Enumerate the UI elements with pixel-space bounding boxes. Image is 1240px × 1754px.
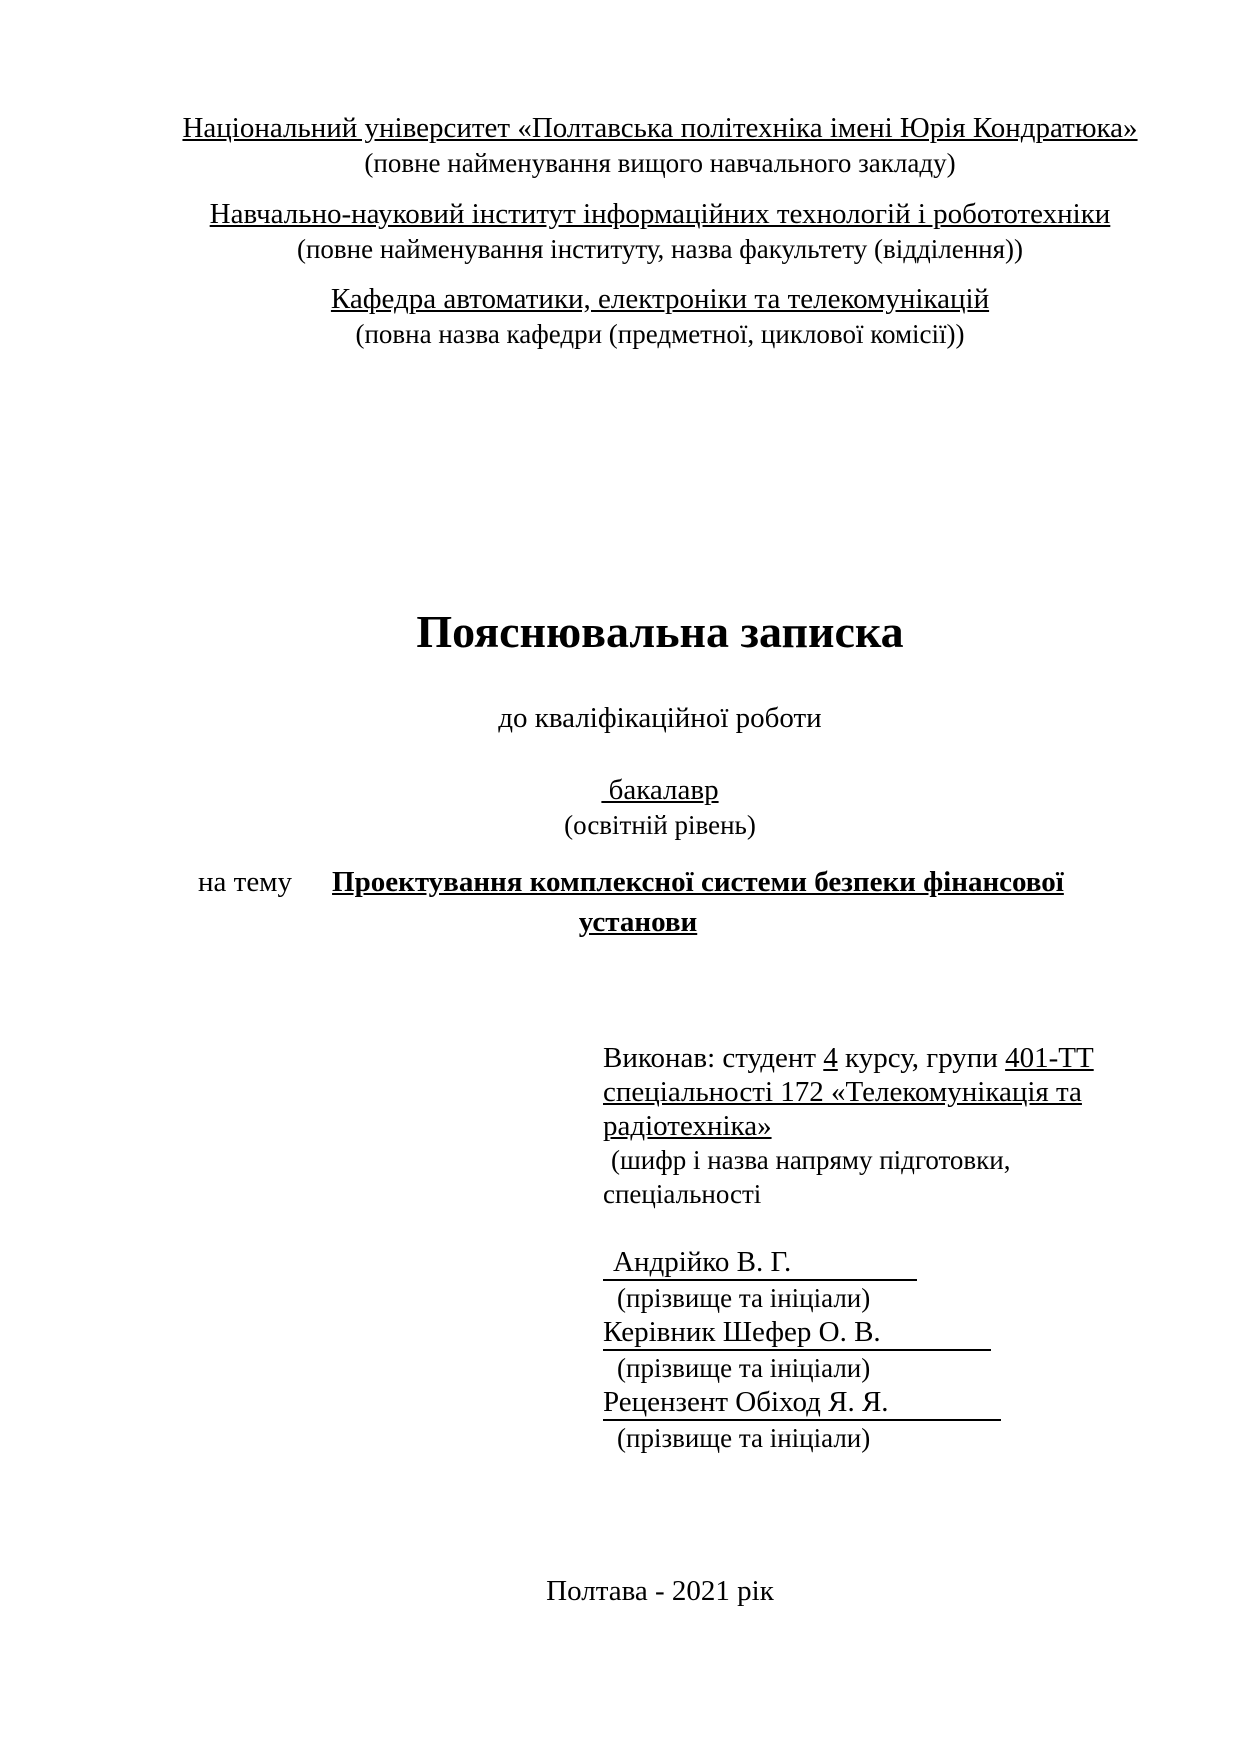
degree-value xyxy=(155,772,1165,808)
topic-line2-wrap xyxy=(198,902,1078,942)
signature-row-supervisor xyxy=(603,1315,1123,1351)
institute-name: Навчально-науковий інститут інформаційних технологій і робототехніки xyxy=(209,198,1111,230)
university-name: Національний університет «Полтавська політехніка імені Юрія Кондратюка» xyxy=(182,112,1138,144)
signature-row-student xyxy=(603,1245,1123,1281)
degree-value-text: бакалавр xyxy=(601,774,719,806)
topic-label: на тему xyxy=(198,866,293,898)
executor-block xyxy=(603,1041,1123,1455)
topic-row xyxy=(198,862,1064,902)
executor-prefix: Виконав: студент xyxy=(603,1042,824,1074)
student-name-line: Андрійко В. Г. xyxy=(603,1245,917,1281)
city-year-footer: Полтава - 2021 рік xyxy=(546,1575,774,1607)
executor-specialty: спеціальності 172 «Телекомунікація та радіотехніка» xyxy=(603,1076,1082,1142)
student-name-caption: (прізвище та ініціали) xyxy=(617,1283,871,1313)
topic-title-line1: Проектування комплексної системи безпеки фінансової xyxy=(332,866,1064,898)
reviewer-name-line: Рецензент Обіход Я. Я. xyxy=(603,1385,1001,1421)
executor-line xyxy=(603,1041,1123,1075)
specialty-caption-line1: (шифр і назва напряму підготовки, xyxy=(611,1145,1011,1175)
page-title: Пояснювальна записка xyxy=(416,606,904,657)
university-block xyxy=(155,110,1165,180)
institute-block xyxy=(155,196,1165,266)
executor-mid: курсу, групи xyxy=(837,1042,1006,1074)
department-caption: (повна назва кафедри (предметної, циклової комісії)) xyxy=(355,319,965,349)
department-block xyxy=(155,281,1165,351)
degree-block xyxy=(155,772,1165,842)
executor-course: 4 xyxy=(823,1042,838,1074)
topic-title-line2: установи xyxy=(578,906,698,938)
specialty-caption-line2: спеціальності xyxy=(603,1179,762,1209)
department-name: Кафедра автоматики, електроніки та телекомунікацій xyxy=(330,283,990,315)
executor-group: 401-ТТ xyxy=(1005,1042,1094,1074)
university-caption: (повне найменування вищого навчального закладу) xyxy=(364,148,956,178)
supervisor-name-line: Керівник Шефер О. В. xyxy=(603,1315,991,1351)
degree-caption: (освітній рівень) xyxy=(564,810,756,840)
subtitle: до кваліфікаційної роботи xyxy=(498,702,822,734)
signature-row-reviewer xyxy=(603,1385,1123,1421)
supervisor-name-caption: (прізвище та ініціали) xyxy=(617,1353,871,1383)
reviewer-name-caption: (прізвище та ініціали) xyxy=(617,1423,871,1453)
institute-caption: (повне найменування інституту, назва факультету (відділення)) xyxy=(296,234,1024,264)
